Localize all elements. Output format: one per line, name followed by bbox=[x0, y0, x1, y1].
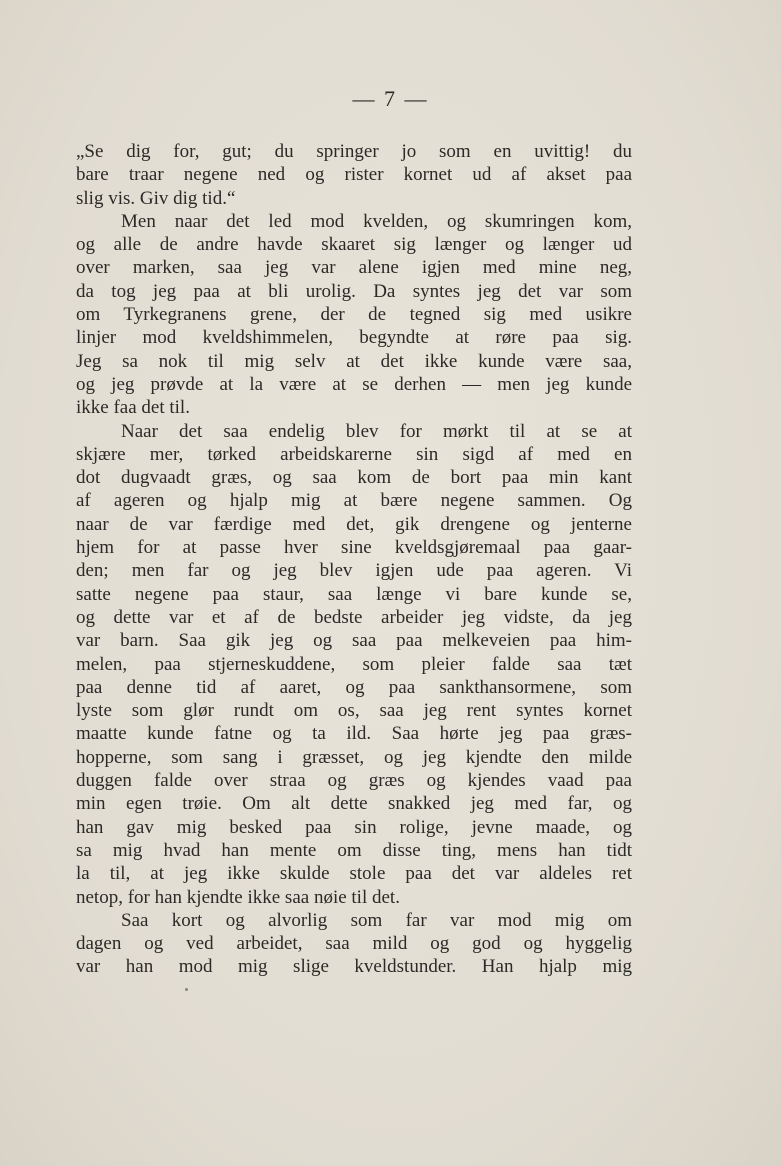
text-line: sa mig hvad han mente om disse ting, mens han tidt bbox=[76, 839, 632, 861]
text-line: da tog jeg paa at bli urolig. Da syntes jeg det var som bbox=[76, 280, 632, 302]
text-line: dot dugvaadt græs, og saa kom de bort paa min kant bbox=[76, 467, 632, 489]
text-line: af ageren og hjalp mig at bære negene sammen. Og bbox=[76, 490, 632, 512]
text-line: dagen og ved arbeidet, saa mild og god og hyggelig bbox=[76, 933, 632, 955]
text-line: satte negene paa staur, saa længe vi bare kunde se, bbox=[76, 583, 632, 605]
text-line: la til, at jeg ikke skulde stole paa det var aldeles ret bbox=[76, 863, 632, 885]
text-line: min egen trøie. Om alt dette snakked jeg med far, og bbox=[76, 793, 632, 815]
text-line: melen, paa stjerneskuddene, som pleier falde saa tæt bbox=[76, 653, 632, 675]
text-line: bare traar negene ned og rister kornet ud af akset paa bbox=[76, 164, 632, 186]
page-number: — 7 — bbox=[352, 86, 429, 111]
text-line: og alle de andre havde skaaret sig længer og længer ud bbox=[76, 234, 632, 256]
body-text bbox=[76, 140, 632, 979]
text-line: lyste som glør rundt om os, saa jeg rent syntes kornet bbox=[76, 700, 632, 722]
text-line: Jeg sa nok til mig selv at det ikke kunde være saa, bbox=[76, 350, 632, 372]
text-line: over marken, saa jeg var alene igjen med mine neg, bbox=[76, 257, 632, 279]
text-line: paa denne tid af aaret, og paa sankthansormene, som bbox=[76, 676, 632, 698]
text-line: duggen falde over straa og græs og kjendes vaad paa bbox=[76, 770, 632, 792]
text-line: den; men far og jeg blev igjen ude paa ageren. Vi bbox=[76, 560, 632, 582]
paper-speck bbox=[185, 988, 188, 991]
text-line: hjem for at passe hver sine kveldsgjøremaal paa gaar- bbox=[76, 537, 632, 559]
text-line: ikke faa det til. bbox=[76, 397, 190, 419]
text-line: var barn. Saa gik jeg og saa paa melkeveien paa him- bbox=[76, 630, 632, 652]
text-line: og jeg prøvde at la være at se derhen — men jeg kunde bbox=[76, 373, 632, 395]
text-line: maatte kunde fatne og ta ild. Saa hørte jeg paa græs- bbox=[76, 723, 632, 745]
text-line: hopperne, som sang i græsset, og jeg kjendte den milde bbox=[76, 746, 632, 768]
text-line: slig vis. Giv dig tid.“ bbox=[76, 187, 236, 209]
text-line: han gav mig besked paa sin rolige, jevne maade, og bbox=[76, 816, 632, 838]
text-line: skjære mer, tørked arbeidskarerne sin sigd af med en bbox=[76, 443, 632, 465]
text-line: naar de var færdige med det, gik drengene og jenterne bbox=[76, 513, 632, 535]
text-line: Men naar det led mod kvelden, og skumringen kom, bbox=[121, 210, 632, 232]
text-line: Saa kort og alvorlig som far var mod mig om bbox=[121, 909, 632, 931]
text-line: linjer mod kveldshimmelen, begyndte at røre paa sig. bbox=[76, 327, 632, 349]
text-line: Naar det saa endelig blev for mørkt til at se at bbox=[121, 420, 632, 442]
text-line: „Se dig for, gut; du springer jo som en uvittig! du bbox=[76, 141, 632, 162]
text-line: netop, for han kjendte ikke saa nøie til det. bbox=[76, 886, 400, 908]
text-line: om Tyrkegranens grene, der de tegned sig med usikre bbox=[76, 304, 632, 326]
text-line: var han mod mig slige kveldstunder. Han hjalp mig bbox=[76, 956, 632, 978]
text-line: og dette var et af de bedste arbeider jeg vidste, da jeg bbox=[76, 606, 632, 628]
